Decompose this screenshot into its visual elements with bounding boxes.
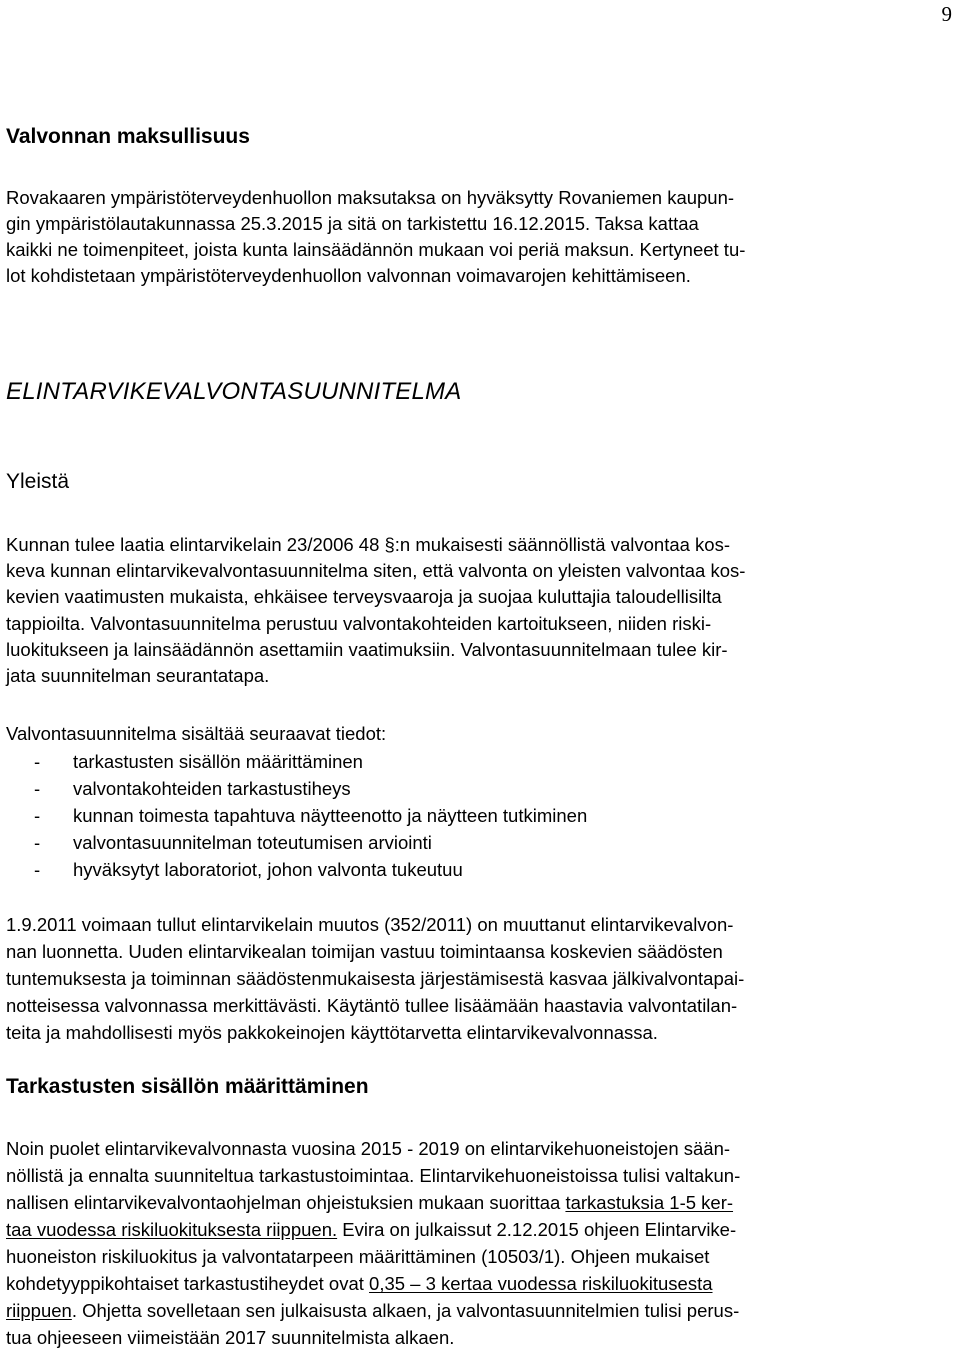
paragraph-line: 1.9.2011 voimaan tullut elintarvikelain muutos (352/2011) on muuttanut elintarvikevalvon-: [6, 914, 734, 935]
plan-title: ELINTARVIKEVALVONTASUUNNITELMA: [6, 378, 462, 405]
list-dash: -: [34, 751, 41, 772]
paragraph-line: [6, 1299, 739, 1323]
underlined-text: taa vuodessa riskiluokituksesta riippuen.: [6, 1219, 338, 1240]
list-item: valvontasuunnitelman toteutumisen arviointi: [73, 832, 432, 853]
paragraph-line: gin ympäristölautakunnassa 25.3.2015 ja sitä on tarkistettu 16.12.2015. Taksa kattaa: [6, 213, 699, 234]
paragraph-line: teita ja mahdollisesti myös pakkokeinojen käyttötarvetta elintarvikevalvonnassa.: [6, 1022, 658, 1043]
page-number: [0, 2, 960, 26]
paragraph-line: luokitukseen ja lainsäädännön asettamiin vaatimuksiin. Valvontasuunnitelmaan tulee kir-: [6, 639, 728, 660]
paragraph-text: . Ohjetta sovelletaan sen julkaisusta alkaen, ja valvontasuunnitelmien tulisi perus-: [71, 1300, 740, 1321]
paragraph-line: Noin puolet elintarvikevalvonnasta vuosina 2015 - 2019 on elintarvikehuoneistojen sään-: [6, 1138, 731, 1159]
underlined-text: 0,35 – 3 kertaa vuodessa riskiluokitusesta: [369, 1273, 713, 1294]
paragraph-line: tappioilta. Valvontasuunnitelma perustuu valvontakohteiden kartoitukseen, niiden riski-: [6, 613, 712, 634]
paragraph-line: nöllistä ja ennalta suunniteltua tarkastustoimintaa. Elintarvikehuoneistoissa tulisi valtakun-: [6, 1165, 741, 1186]
paragraph-line: kevien vaatimusten mukaista, ehkäisee terveysvaaroja ja suojaa kuluttajia taloudellisilta: [6, 586, 722, 607]
paragraph-line: jata suunnitelman seurantatapa.: [6, 665, 270, 686]
paragraph-text: nallisen elintarvikevalvontaohjelman ohjeistuksien mukaan suorittaa: [6, 1192, 566, 1213]
list-item: tarkastusten sisällön määrittäminen: [73, 751, 363, 772]
list-item: hyväksytyt laboratoriot, johon valvonta tukeutuu: [73, 859, 463, 880]
list-item: kunnan toimesta tapahtuva näytteenotto ja näytteen tutkiminen: [73, 805, 588, 826]
paragraph-text: kohdetyyppikohtaiset tarkastustiheydet ovat: [6, 1273, 370, 1294]
list-dash: -: [34, 832, 41, 853]
list-intro: Valvontasuunnitelma sisältää seuraavat tiedot:: [6, 723, 387, 744]
list-item: valvontakohteiden tarkastustiheys: [73, 778, 351, 799]
heading-tarkastusten-sisallon: Tarkastusten sisällön määrittäminen: [6, 1075, 369, 1098]
paragraph-line: keva kunnan elintarvikevalvontasuunnitelma siten, että valvonta on yleisten valvontaa kos-: [6, 560, 746, 581]
paragraph-line: notteisessa valvonnassa merkittävästi. Käytäntö tullee lisäämään haastavia valvontatilan-: [6, 995, 738, 1016]
page-number-text: 9: [941, 2, 952, 26]
underlined-text: tarkastuksia 1-5 ker-: [565, 1192, 734, 1213]
paragraph-line: [6, 1191, 733, 1215]
heading-yleista: Yleistä: [6, 470, 70, 493]
list-dash: -: [34, 778, 41, 799]
underlined-text: riippuen: [6, 1300, 72, 1321]
paragraph-line: [6, 1272, 713, 1296]
paragraph-line: tua ohjeeseen viimeistään 2017 suunnitelmista alkaen.: [6, 1327, 455, 1348]
paragraph-text: Evira on julkaissut 2.12.2015 ohjeen Elintarvike-: [337, 1219, 737, 1240]
paragraph-line: huoneiston riskiluokitus ja valvontatarpeen määrittäminen (10503/1). Ohjeen mukaiset: [6, 1246, 710, 1267]
paragraph-line: lot kohdistetaan ympäristöterveydenhuollon valvonnan voimavarojen kehittämiseen.: [6, 265, 691, 286]
paragraph-line: Kunnan tulee laatia elintarvikelain 23/2006 48 §:n mukaisesti säännöllistä valvontaa kos-: [6, 534, 731, 555]
paragraph-line: [6, 1218, 736, 1242]
paragraph-line: Rovakaaren ympäristöterveydenhuollon maksutaksa on hyväksytty Rovaniemen kaupun-: [6, 187, 735, 208]
heading-valvonnan-maksullisuus: Valvonnan maksullisuus: [6, 125, 250, 148]
paragraph-line: tuntemuksesta ja toiminnan säädöstenmukaisesta järjestämisestä kasvaa jälkivalvontapai-: [6, 968, 745, 989]
paragraph-line: nan luonnetta. Uuden elintarvikealan toimijan vastuu toimintaansa koskevien säädösten: [6, 941, 723, 962]
list-dash: -: [34, 805, 41, 826]
paragraph-line: kaikki ne toimenpiteet, joista kunta lainsäädännön mukaan voi periä maksun. Kertyneet tu-: [6, 239, 746, 260]
list-dash: -: [34, 859, 41, 880]
